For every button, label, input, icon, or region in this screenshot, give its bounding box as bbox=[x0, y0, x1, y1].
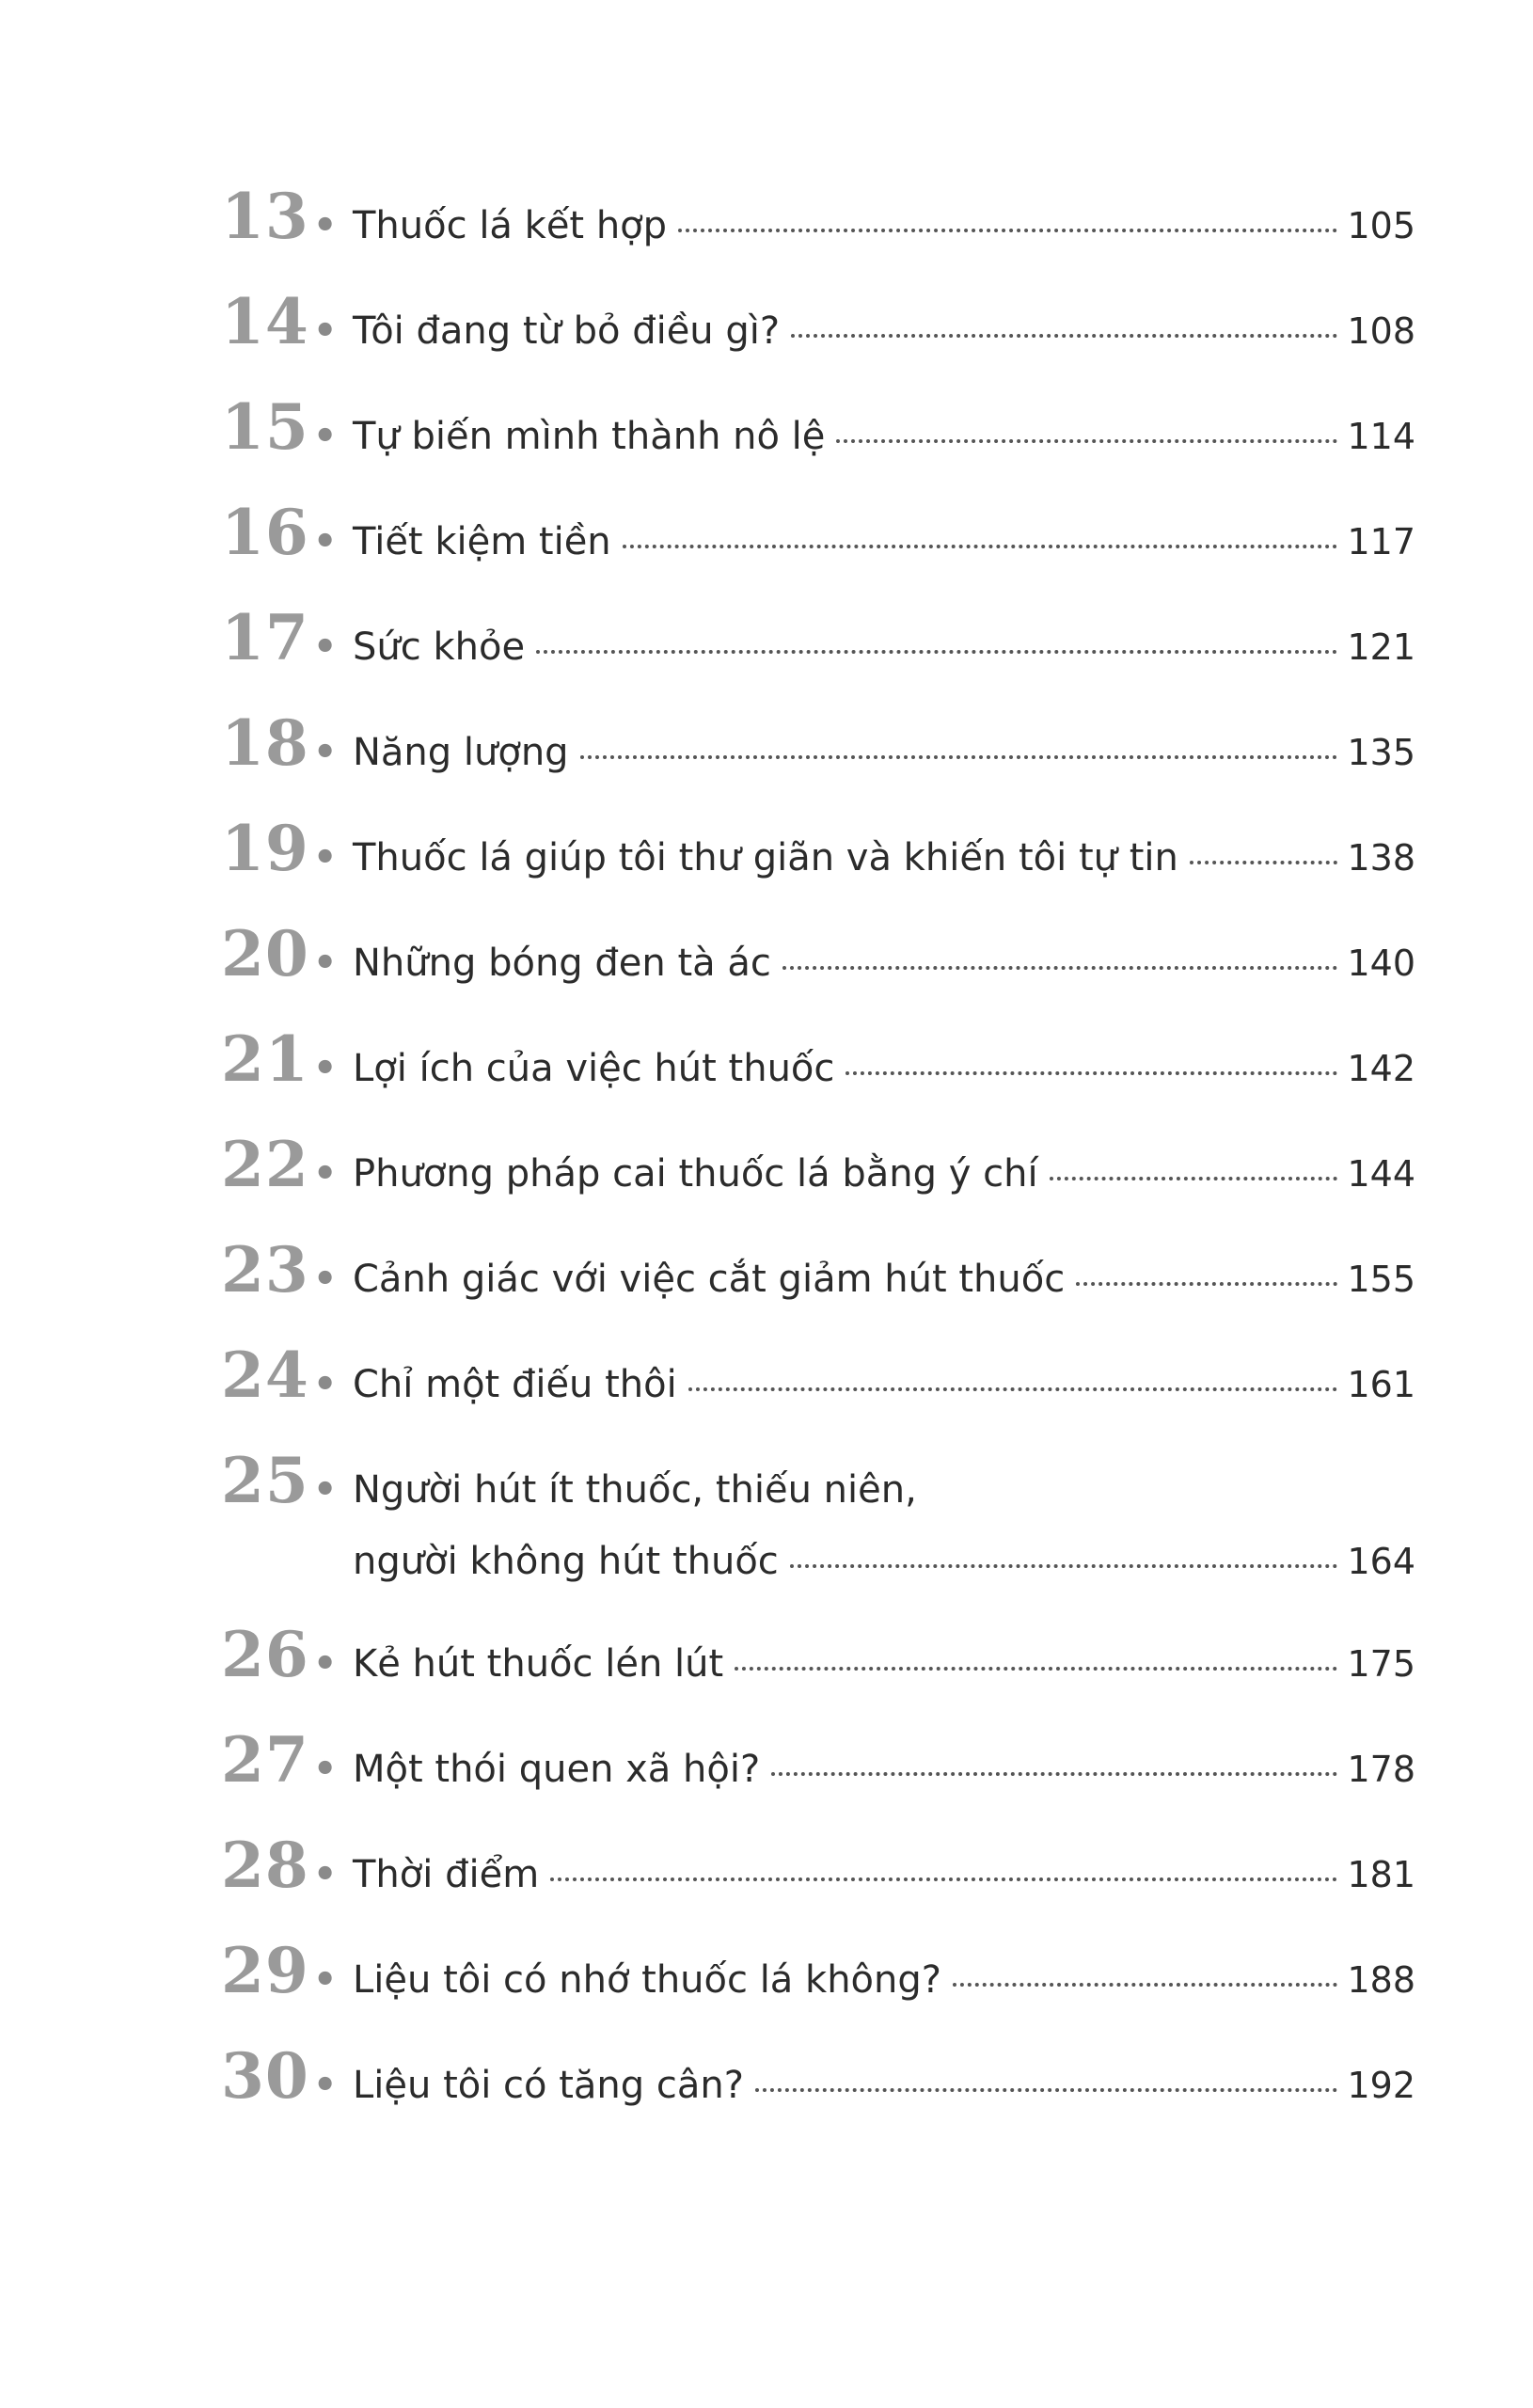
dot-leader bbox=[688, 1387, 1338, 1391]
toc-line bbox=[353, 1956, 1415, 2004]
chapter-number-dot: • bbox=[312, 2063, 339, 2107]
toc-line bbox=[353, 1465, 1415, 1514]
chapter-number bbox=[221, 1933, 353, 2018]
toc-line bbox=[353, 2061, 1415, 2110]
dot-leader bbox=[771, 1772, 1337, 1776]
dot-leader bbox=[536, 650, 1337, 654]
chapter-number-dot: • bbox=[312, 1362, 339, 1406]
chapter-number bbox=[221, 1722, 353, 1807]
chapter-number-dot: • bbox=[312, 203, 339, 247]
chapter-number-dot: • bbox=[312, 1852, 339, 1896]
toc-entry-18 bbox=[221, 705, 1415, 811]
chapter-number-text: 22 bbox=[221, 1128, 309, 1201]
toc-entry-19 bbox=[221, 811, 1415, 916]
page-number: 140 bbox=[1347, 943, 1415, 984]
chapter-number-text: 28 bbox=[221, 1829, 309, 1902]
page-number: 121 bbox=[1347, 626, 1415, 668]
chapter-number-text: 21 bbox=[221, 1022, 309, 1096]
toc-entry-28 bbox=[221, 1828, 1415, 1933]
chapter-title: Chỉ một điếu thôi bbox=[353, 1363, 677, 1406]
chapter-number-text: 20 bbox=[221, 917, 309, 990]
chapter-number-dot: • bbox=[312, 1046, 339, 1090]
table-of-contents bbox=[221, 179, 1415, 2144]
chapter-title: Lợi ích của việc hút thuốc bbox=[353, 1047, 835, 1090]
chapter-title: Tôi đang từ bỏ điều gì? bbox=[353, 309, 781, 353]
toc-line bbox=[353, 1745, 1415, 1794]
toc-line bbox=[353, 1149, 1415, 1198]
dot-leader bbox=[790, 1564, 1338, 1568]
toc-entry-30 bbox=[221, 2038, 1415, 2144]
chapter-number-dot: • bbox=[312, 835, 339, 879]
page-number: 108 bbox=[1347, 310, 1415, 352]
toc-entry-14 bbox=[221, 284, 1415, 389]
chapter-number-text: 25 bbox=[221, 1444, 309, 1517]
toc-line bbox=[353, 623, 1415, 672]
toc-line bbox=[353, 517, 1415, 566]
chapter-number-dot: • bbox=[312, 1151, 339, 1196]
chapter-number-text: 29 bbox=[221, 1934, 309, 2007]
chapter-number-dot: • bbox=[312, 941, 339, 985]
chapter-number bbox=[221, 1338, 353, 1422]
toc-line bbox=[353, 412, 1415, 461]
toc-line bbox=[353, 1850, 1415, 1899]
chapter-title-line-1: Người hút ít thuốc, thiếu niên, bbox=[353, 1468, 917, 1512]
chapter-number bbox=[221, 1022, 353, 1106]
chapter-title: Thuốc lá giúp tôi thư giãn và khiến tôi tự tin bbox=[353, 836, 1178, 879]
toc-entry-29 bbox=[221, 1933, 1415, 2038]
dot-leader bbox=[791, 334, 1337, 338]
chapter-number bbox=[221, 600, 353, 685]
chapter-title: Tiết kiệm tiền bbox=[353, 520, 611, 563]
chapter-number bbox=[221, 811, 353, 895]
chapter-number-text: 14 bbox=[221, 285, 309, 358]
chapter-number bbox=[221, 179, 353, 263]
page-number: 138 bbox=[1347, 837, 1415, 879]
chapter-number-dot: • bbox=[312, 1747, 339, 1791]
toc-line bbox=[353, 1537, 1415, 1586]
toc-line bbox=[353, 307, 1415, 356]
chapter-title: Thời điểm bbox=[353, 1853, 540, 1896]
chapter-number-dot: • bbox=[312, 1957, 339, 2002]
toc-line bbox=[353, 1255, 1415, 1304]
toc-entry-21 bbox=[221, 1022, 1415, 1127]
dot-leader bbox=[755, 2088, 1337, 2092]
dot-leader bbox=[782, 966, 1338, 970]
chapter-number-text: 19 bbox=[221, 812, 309, 885]
toc-line bbox=[353, 728, 1415, 777]
chapter-number-dot: • bbox=[312, 414, 339, 458]
chapter-number-dot: • bbox=[312, 1257, 339, 1301]
toc-entry-24 bbox=[221, 1338, 1415, 1443]
page-number: 114 bbox=[1347, 416, 1415, 457]
toc-entry-17 bbox=[221, 600, 1415, 705]
chapter-number-dot: • bbox=[312, 625, 339, 669]
page-number: 155 bbox=[1347, 1259, 1415, 1300]
toc-entry-25 bbox=[221, 1443, 1415, 1617]
toc-entry-15 bbox=[221, 389, 1415, 495]
toc-line bbox=[353, 1640, 1415, 1688]
page-number: 175 bbox=[1347, 1643, 1415, 1685]
chapter-title: Kẻ hút thuốc lén lút bbox=[353, 1642, 724, 1686]
page-number: 117 bbox=[1347, 521, 1415, 562]
toc-line bbox=[353, 1360, 1415, 1409]
chapter-title: Liệu tôi có nhớ thuốc lá không? bbox=[353, 1958, 941, 2002]
toc-entry-22 bbox=[221, 1127, 1415, 1232]
chapter-number-text: 17 bbox=[221, 601, 309, 674]
dot-leader bbox=[836, 439, 1337, 443]
chapter-number bbox=[221, 1127, 353, 1212]
chapter-title: Sức khỏe bbox=[353, 626, 526, 669]
toc-line bbox=[353, 833, 1415, 882]
dot-leader bbox=[1190, 861, 1338, 864]
page-number: 188 bbox=[1347, 1959, 1415, 2001]
chapter-number-text: 26 bbox=[221, 1618, 309, 1691]
toc-line bbox=[353, 939, 1415, 988]
dot-leader bbox=[1076, 1282, 1337, 1286]
page-number: 181 bbox=[1347, 1854, 1415, 1895]
toc-line bbox=[353, 201, 1415, 250]
chapter-number-dot: • bbox=[312, 519, 339, 563]
page-number: 178 bbox=[1347, 1749, 1415, 1790]
chapter-title: Năng lượng bbox=[353, 731, 569, 774]
page-number: 142 bbox=[1347, 1048, 1415, 1089]
chapter-number bbox=[221, 1443, 353, 1528]
chapter-number bbox=[221, 705, 353, 790]
chapter-number-dot: • bbox=[312, 1641, 339, 1686]
chapter-number bbox=[221, 1828, 353, 1912]
dot-leader bbox=[953, 1983, 1337, 1987]
chapter-number-text: 18 bbox=[221, 706, 309, 780]
chapter-number bbox=[221, 1232, 353, 1317]
page-number: 161 bbox=[1347, 1364, 1415, 1405]
page-number: 164 bbox=[1347, 1541, 1415, 1582]
chapter-title: Một thói quen xã hội? bbox=[353, 1748, 761, 1791]
chapter-number-text: 15 bbox=[221, 390, 309, 464]
toc-line bbox=[353, 1044, 1415, 1093]
dot-leader bbox=[735, 1667, 1337, 1671]
toc-entry-16 bbox=[221, 495, 1415, 600]
chapter-number-text: 27 bbox=[221, 1723, 309, 1797]
dot-leader bbox=[580, 755, 1338, 759]
chapter-number-dot: • bbox=[312, 730, 339, 774]
chapter-number-dot: • bbox=[312, 309, 339, 353]
chapter-number-text: 30 bbox=[221, 2039, 309, 2113]
toc-entry-26 bbox=[221, 1617, 1415, 1722]
chapter-title: Những bóng đen tà ác bbox=[353, 942, 771, 985]
chapter-number-dot: • bbox=[312, 1467, 339, 1512]
chapter-title: Cảnh giác với việc cắt giảm hút thuốc bbox=[353, 1258, 1066, 1301]
toc-entry-20 bbox=[221, 916, 1415, 1022]
page-number: 135 bbox=[1347, 732, 1415, 773]
chapter-title: Thuốc lá kết hợp bbox=[353, 204, 668, 247]
chapter-number bbox=[221, 389, 353, 474]
page-number: 105 bbox=[1347, 205, 1415, 246]
chapter-number bbox=[221, 2038, 353, 2123]
chapter-number-text: 16 bbox=[221, 496, 309, 569]
dot-leader bbox=[678, 229, 1337, 232]
dot-leader bbox=[550, 1877, 1337, 1881]
page-number: 144 bbox=[1347, 1153, 1415, 1195]
chapter-number-text: 24 bbox=[221, 1339, 309, 1412]
chapter-number-text: 13 bbox=[221, 180, 309, 253]
page-number: 192 bbox=[1347, 2065, 1415, 2106]
chapter-number bbox=[221, 1617, 353, 1702]
chapter-title: Liệu tôi có tăng cân? bbox=[353, 2064, 744, 2107]
chapter-number bbox=[221, 284, 353, 369]
chapter-title: Phương pháp cai thuốc lá bằng ý chí bbox=[353, 1152, 1038, 1196]
dot-leader bbox=[623, 545, 1338, 548]
chapter-number bbox=[221, 916, 353, 1001]
chapter-title-line-2: người không hút thuốc bbox=[353, 1540, 779, 1583]
chapter-number bbox=[221, 495, 353, 579]
chapter-title: Tự biến mình thành nô lệ bbox=[353, 415, 826, 458]
chapter-number-text: 23 bbox=[221, 1233, 309, 1307]
toc-entry-13 bbox=[221, 179, 1415, 284]
dot-leader bbox=[1050, 1177, 1338, 1180]
dot-leader bbox=[846, 1071, 1337, 1075]
toc-entry-27 bbox=[221, 1722, 1415, 1828]
toc-entry-23 bbox=[221, 1232, 1415, 1338]
